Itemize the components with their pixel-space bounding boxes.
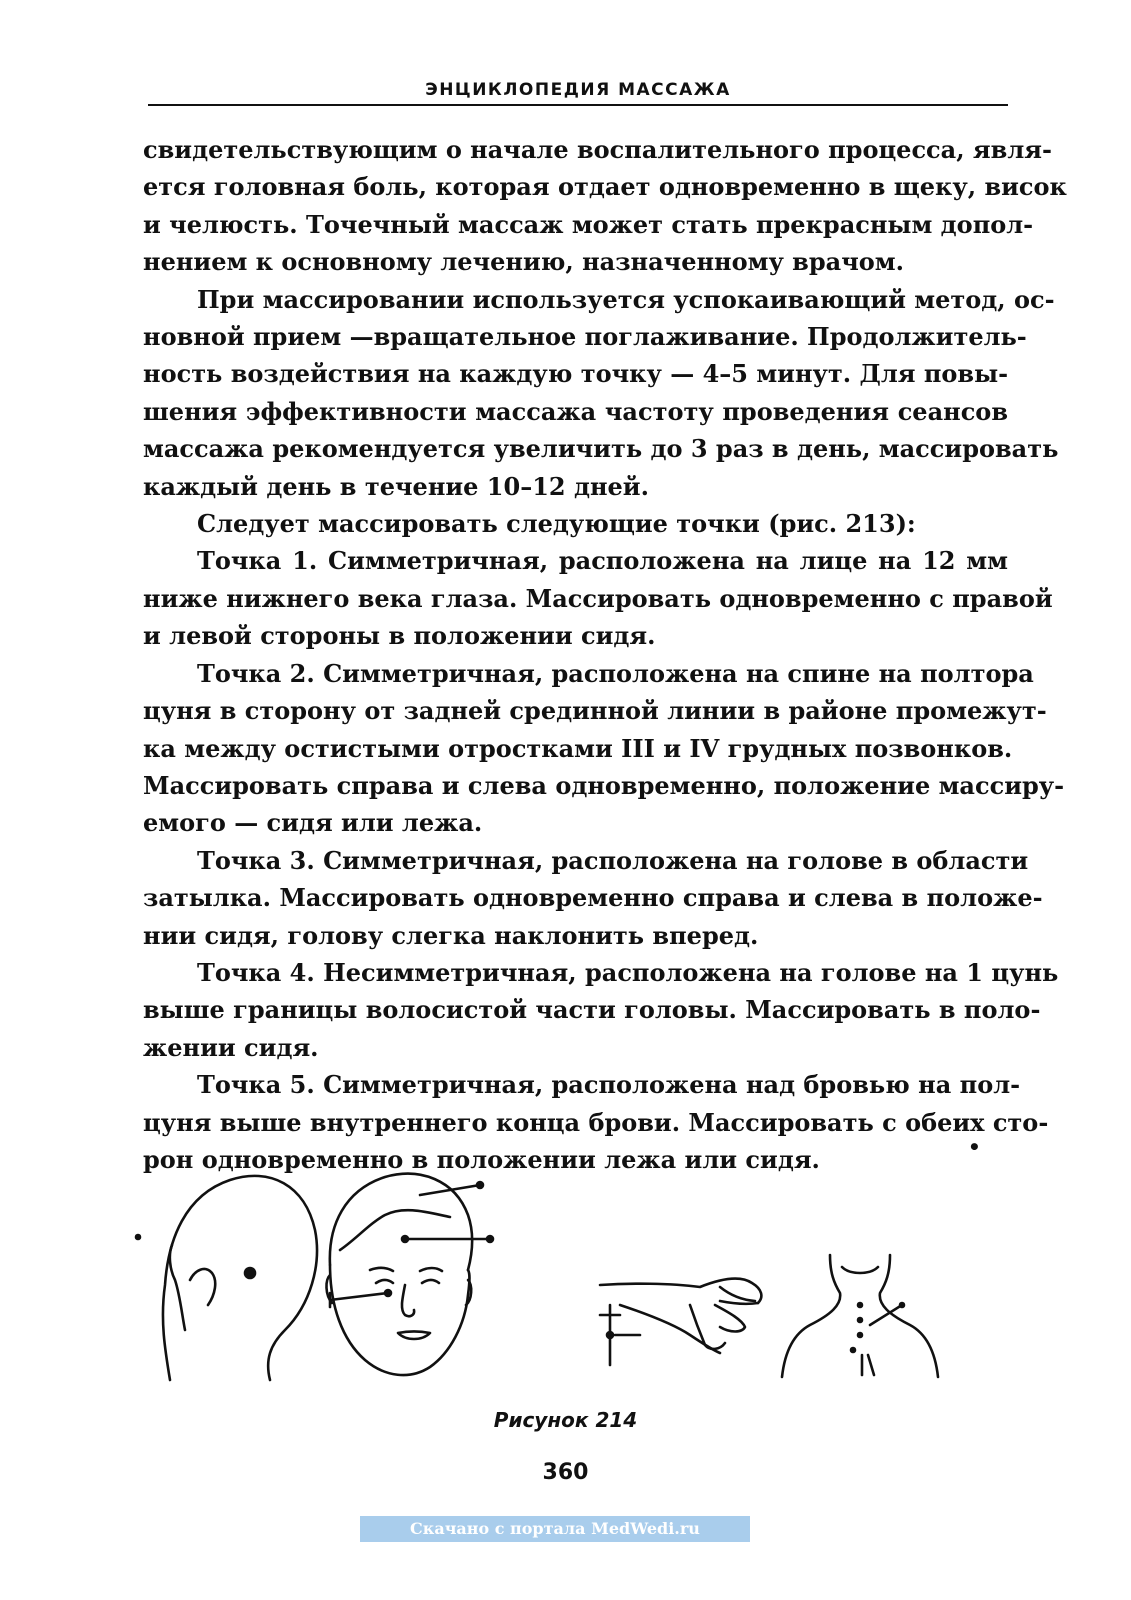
text-line: новной прием —вращательное поглаживание. Продолжитель- [143, 322, 1027, 352]
acupoint-drawings [130, 1155, 1010, 1405]
text-line: нением к основному лечению, назначенному врачом. [143, 247, 904, 277]
face-drawing [326, 1174, 493, 1375]
paragraph-2 [143, 281, 1059, 505]
text-line: каждый день в течение 10–12 дней. [143, 471, 649, 501]
text-line: и челюсть. Точечный массаж может стать прекрасным допол- [143, 209, 1034, 239]
body-text [143, 131, 1067, 1178]
text-line: нии сидя, голову слегка наклонить вперед. [143, 920, 759, 950]
running-title: ЭНЦИКЛОПЕДИЯ МАССАЖА [425, 80, 731, 100]
text-line: Точка 2. Симметричная, расположена на спине на полтора [197, 658, 1034, 688]
neck-back-drawing [782, 1255, 938, 1377]
text-line: ниже нижнего века глаза. Массировать одновременно с правой [143, 583, 1053, 613]
text-line: жении сидя. [143, 1032, 319, 1062]
text-line: выше границы волосистой части головы. Массировать в поло- [143, 995, 1041, 1025]
text-line: емого — сидя или лежа. [143, 808, 483, 838]
paragraph-point-3 [143, 842, 1043, 954]
text-line: Точка 1. Симметричная, расположена на лице на 12 мм [197, 546, 1008, 576]
text-line: ка между остистыми отростками III и IV грудных позвонков. [143, 733, 1013, 763]
text-line: Точка 5. Симметричная, расположена над бровью на пол- [197, 1070, 1021, 1100]
stray-dot: • [968, 1135, 981, 1159]
text-line: затылка. Массировать одновременно справа и слева в положе- [143, 883, 1043, 913]
text-line: ется головная боль, которая отдает одновременно в щеку, висок [143, 172, 1067, 202]
download-watermark: Скачано с портала MedWedi.ru [360, 1516, 750, 1542]
text-line: цуня выше внутреннего конца брови. Массировать с обеих сто- [143, 1107, 1049, 1137]
text-line: ность воздействия на каждую точку — 4–5 минут. Для повы- [143, 359, 1009, 389]
figure-illustration [130, 1155, 1010, 1405]
header-rule [148, 104, 1008, 106]
text-line: Массировать справа и слева одновременно, положение массиру- [143, 770, 1065, 800]
paragraph-point-2 [143, 655, 1065, 842]
text-line: массажа рекомендуется увеличить до 3 раз в день, массировать [143, 434, 1059, 464]
paragraph-3 [143, 505, 1008, 542]
paragraph-point-1 [143, 542, 1053, 654]
page-number: 360 [542, 1460, 589, 1485]
back-of-head-drawing [136, 1176, 317, 1380]
text-line: При массировании используется успокаивающий метод, ос- [197, 284, 1055, 314]
text-line: Следует массировать следующие точки (рис. 213): [197, 509, 916, 539]
paragraph-point-4 [143, 954, 1059, 1066]
figure-caption: Рисунок 214 [493, 1408, 638, 1432]
paragraph-1 [143, 131, 1067, 281]
text-line: цуня в сторону от задней срединной линии в районе промежут- [143, 696, 1047, 726]
hand-drawing [600, 1279, 761, 1365]
text-line: шения эффективности массажа частоту проведения сеансов [143, 396, 1008, 426]
text-line: свидетельствующим о начале воспалительного процесса, явля- [143, 135, 1052, 164]
text-line: рон одновременно в положении лежа или сидя. [143, 1144, 820, 1174]
text-line: и левой стороны в положении сидя. [143, 621, 656, 651]
text-line: Точка 3. Симметричная, расположена на голове в области [197, 845, 1029, 875]
text-line: Точка 4. Несимметричная, расположена на голове на 1 цунь [197, 957, 1059, 987]
